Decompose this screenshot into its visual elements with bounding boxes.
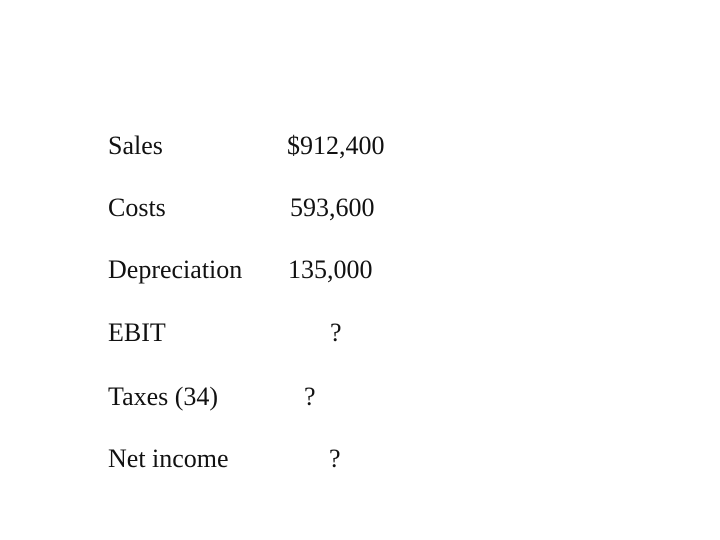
depreciation-label: Depreciation [108,255,243,284]
sales-value: $912,400 [287,131,385,160]
row-taxes [0,377,720,417]
row-sales [0,126,720,166]
ebit-label: EBIT [108,318,166,347]
row-depreciation [0,250,720,290]
depreciation-value: 135,000 [288,255,373,284]
row-ebit [0,313,720,353]
taxes-value: ? [304,382,316,411]
row-costs [0,188,720,228]
row-net-income [0,439,720,479]
sales-label: Sales [108,131,163,160]
net-income-label: Net income [108,444,229,473]
taxes-label: Taxes (34) [108,382,219,411]
costs-label: Costs [108,193,166,222]
costs-value: 593,600 [290,193,375,222]
ebit-value: ? [330,318,342,347]
net-income-value: ? [329,444,341,473]
